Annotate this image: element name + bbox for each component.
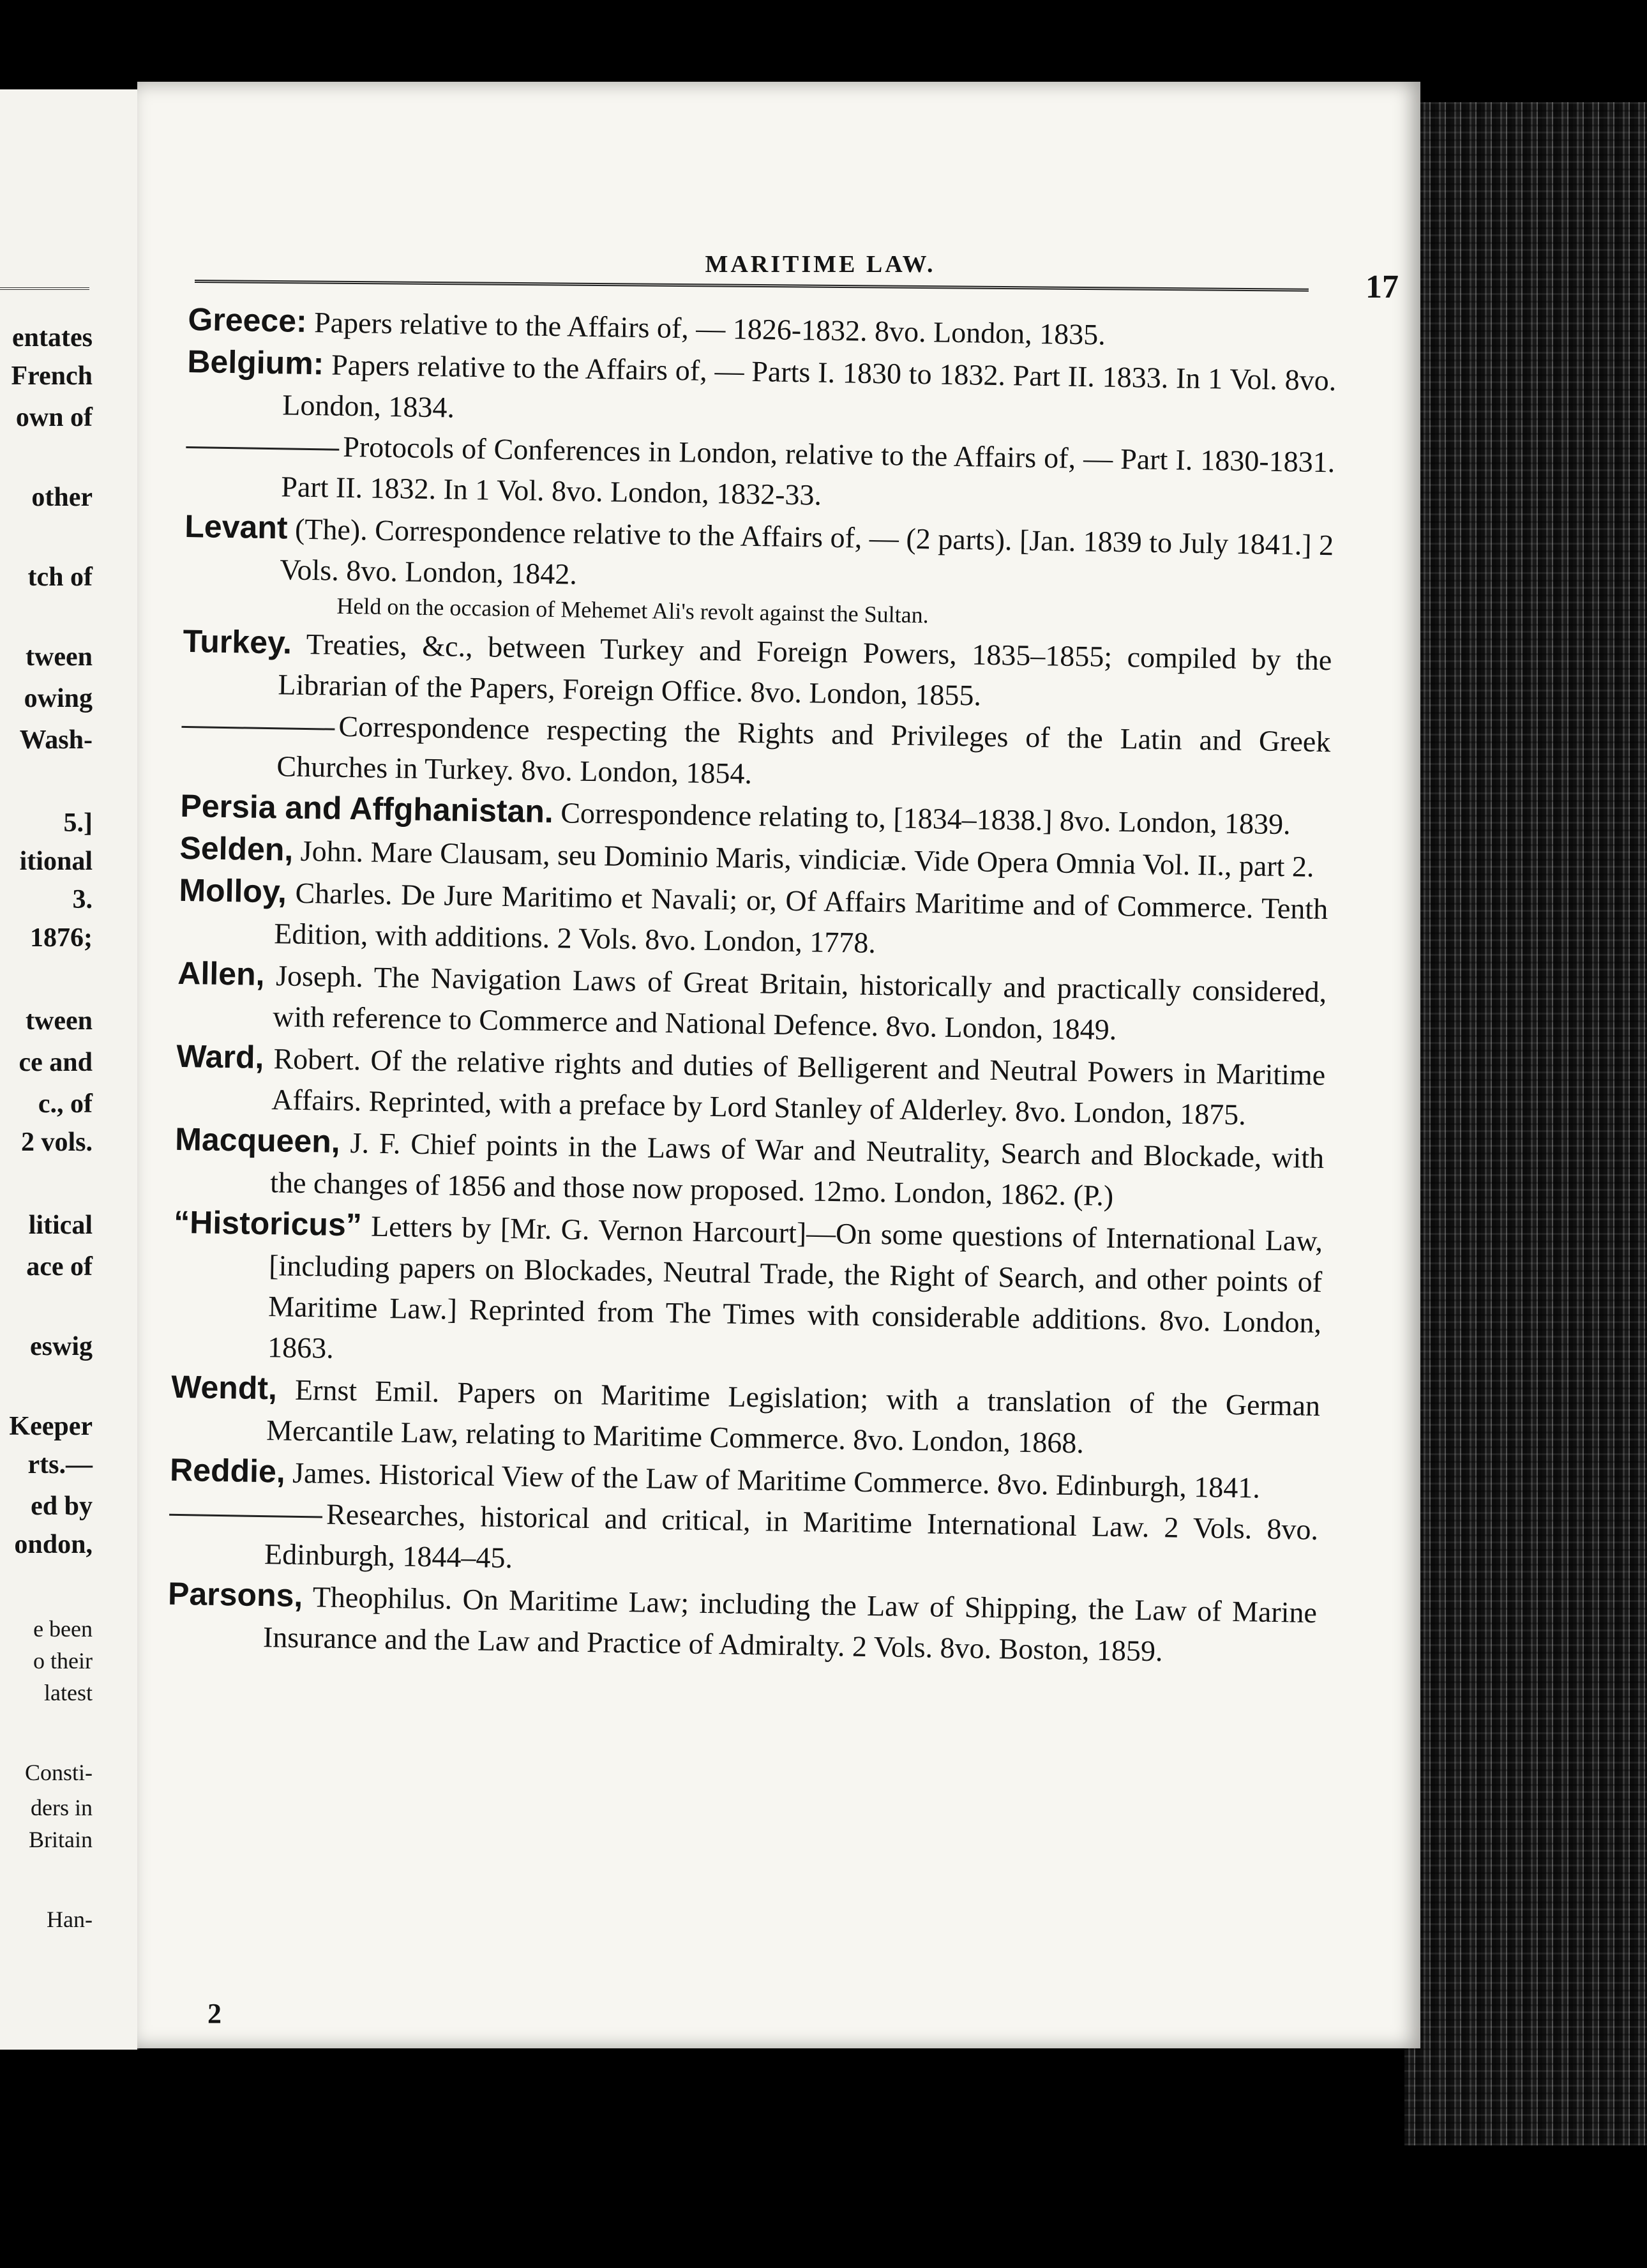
entry-text: James. Historical View of the Law of Maritime Commerce. 8vo. Edinburgh, 1841. [292,1456,1261,1504]
facing-page-line: o their [33,1648,93,1674]
entry-text: John. Mare Clausam, seu Dominio Maris, vindiciæ. Vide Opera Omnia Vol. II., part 2. [300,834,1314,883]
signature-mark: 2 [207,1998,222,2029]
bibliography-entry [172,1202,1323,1384]
entry-text: Letters by [Mr. G. Vernon Harcourt]—On some questions of International Law, [including papers on Blockades, Neutral Trade, the Right of Search, and other points of Maritime Law.] Reprinted from The Times with considerable additions. 8vo. London, 1863. [267,1209,1323,1365]
facing-page-line: own of [15,403,93,432]
facing-page-line: Han- [47,1907,93,1932]
entry-text: (The). Correspondence relative to the Affairs of, — (2 parts). [Jan. 1839 to July 1841.] 2 Vols. 8vo. London, 1842. [279,512,1334,591]
facing-page-line: tch of [27,563,93,592]
facing-page-line: ed by [31,1492,93,1521]
facing-page-line: 1876; [30,923,93,953]
entry-text: Papers relative to the Affairs of, — 1826-1832. 8vo. London, 1835. [313,306,1106,351]
entry-text: Papers relative to the Affairs of, — Parts I. 1830 to 1832. Part II. 1833. In 1 Vol. 8vo. London, 1834. [282,348,1337,424]
facing-page-line: tween [26,1006,93,1036]
entry-heading: Greece: [188,301,308,339]
facing-page-line: eswig [30,1332,93,1361]
ditto-dash [186,446,339,451]
ditto-dash [169,1514,322,1518]
book-page [137,82,1420,2048]
entry-heading: “Historicus” [173,1204,363,1243]
facing-page-line: entates [12,323,93,352]
entry-heading: Belgium: [187,343,324,382]
facing-page-line: itional [19,847,93,876]
entry-text: Protocols of Conferences in London, relative to the Affairs of, — Part I. 1830-1831. Part II. 1832. In 1 Vol. 8vo. London, 1832-33. [281,430,1335,511]
entry-heading: Levant [184,508,288,546]
page-number: 17 [1365,269,1399,305]
entry-text: Researches, historical and critical, in Maritime International Law. 2 Vols. 8vo. Edinburgh, 1844–45. [264,1497,1319,1575]
facing-page-line: litical [28,1211,93,1240]
facing-page-line: ce and [19,1048,93,1077]
page-edges-texture [1404,102,1647,2145]
facing-page-line: Consti- [24,1760,93,1785]
facing-page-line: e been [33,1616,93,1642]
running-title: MARITIME LAW. [705,251,936,278]
facing-page-rule [0,287,89,290]
entry-heading: Turkey. [183,623,292,661]
facing-page-line: latest [44,1680,93,1705]
facing-page-line: Wash- [19,725,93,755]
entry-text: Ernst Emil. Papers on Maritime Legislation; with a translation of the German Mercantile Law, relating to Maritime Commerce. 8vo. London, 1868. [266,1373,1321,1460]
entry-text: Treaties, &c., between Turkey and Foreign Powers, 1835–1855; compiled by the Librarian of the Papers, Foreign Office. 8vo. London, 1855. [278,627,1332,712]
entry-heading: Parsons, [167,1575,303,1614]
entry-heading: Allen, [177,955,265,993]
entry-text: Theophilus. On Maritime Law; including the Law of Shipping, the Law of Marine Insurance and the Law and Practice of Admiralty. 2 Vols. 8vo. Boston, 1859. [262,1580,1318,1668]
entry-text: J. F. Chief points in the Laws of War and Neutrality, Search and Blockade, with the changes of 1856 and those now proposed. 12mo. London, 1862. (P.) [269,1126,1325,1212]
entry-heading: Persia and Affghanistan. [180,787,554,830]
facing-page-line: tween [26,642,93,672]
facing-page-line: owing [24,684,93,713]
entry-text: Correspondence relating to, [1834–1838.] 8vo. London, 1839. [560,796,1291,841]
facing-page-line: ace of [26,1252,93,1281]
facing-page-fragment [0,89,139,2050]
entry-text: Charles. De Jure Maritimo et Navali; or, Of Affairs Maritime and of Commerce. Tenth Edition, with additions. 2 Vols. 8vo. London, 1778. [274,876,1328,960]
facing-page-line: 3. [72,885,93,914]
entry-heading: Wendt, [170,1368,278,1407]
ditto-dash [181,726,335,730]
facing-page-line: Britain [29,1827,93,1852]
entry-text: Correspondence respecting the Rights and Privileges of the Latin and Greek Churches in Turkey. 8vo. London, 1854. [276,709,1331,790]
facing-page-line: 5.] [63,808,93,838]
entry-heading: Molloy, [179,872,287,910]
facing-page-line: French [11,361,93,391]
facing-page-line: rts.— [27,1450,93,1479]
entry-text: Joseph. The Navigation Laws of Great Britain, historically and practically considered, with reference to Commerce and National Defence. 8vo. London, 1849. [272,959,1327,1046]
facing-page-line: c., of [38,1089,93,1119]
entry-note: Held on the occasion of Mehemet Ali's revolt against the Sultan. [336,593,929,628]
facing-page-line: ondon, [14,1530,93,1559]
bibliography-list [167,299,1337,1674]
facing-page-line: Keeper [9,1412,93,1441]
entry-heading: Reddie, [169,1451,286,1490]
facing-page-line: other [31,483,93,512]
entry-heading: Macqueen, [174,1121,341,1160]
entry-heading: Selden, [179,829,294,868]
facing-page-line: ders in [31,1795,93,1820]
entry-heading: Ward, [176,1038,264,1076]
facing-page-line: 2 vols. [20,1128,93,1157]
entry-text: Robert. Of the relative rights and duties of Belligerent and Neutral Powers in Maritime Affairs. Reprinted, with a preface by Lord Stanley of Alderley. 8vo. London, 1875. [271,1042,1326,1131]
header-rule [195,280,1309,292]
bibliography-entry [167,1573,1318,1674]
